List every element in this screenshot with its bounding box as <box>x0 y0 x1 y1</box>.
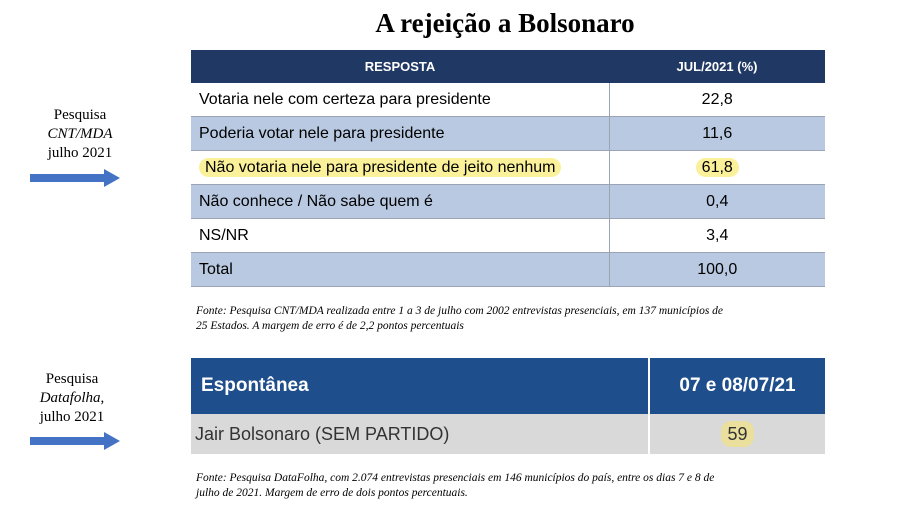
survey1-source-note <box>196 304 836 334</box>
table-row <box>191 185 825 219</box>
survey2-label-line3: julho 2021 <box>39 409 105 425</box>
survey1-source-line2: 25 Estados. A margem de erro é de 2,2 pontos percentuais <box>196 320 464 332</box>
survey2-source-line2: julho de 2021. Margem de erro de dois pontos percentuais. <box>196 487 468 499</box>
row-value: 0,4 <box>609 185 825 219</box>
table-row <box>191 83 825 117</box>
survey1-label-line3: julho 2021 <box>47 145 113 161</box>
table-row <box>191 414 825 454</box>
survey2-label-line2: Datafolha <box>39 390 101 406</box>
arrow-right-icon <box>30 169 120 187</box>
cnt-mda-table <box>191 50 825 287</box>
page-title: A rejeição a Bolsonaro <box>375 8 635 38</box>
row-value-highlighted: 59 <box>721 421 753 447</box>
datafolha-table <box>191 358 825 454</box>
survey1-label-line1: Pesquisa <box>53 107 107 123</box>
row-label-highlighted: Não votaria nele para presidente de jeito nenhum <box>199 158 561 177</box>
row-label: Total <box>191 253 609 287</box>
table-row <box>191 117 825 151</box>
row-value: 11,6 <box>609 117 825 151</box>
survey1-label <box>30 106 130 163</box>
table-header-row <box>191 50 825 83</box>
row-label: Poderia votar nele para presidente <box>191 117 609 151</box>
row-label: Votaria nele com certeza para presidente <box>191 83 609 117</box>
table-row-total <box>191 253 825 287</box>
survey1-label-line2: CNT/MDA <box>47 126 113 142</box>
arrow-right-icon <box>30 432 120 450</box>
survey2-label-suffix: , <box>100 390 105 406</box>
column-header-type: Espontânea <box>191 358 649 414</box>
table-row-highlighted <box>191 151 825 185</box>
column-header-date: 07 e 08/07/21 <box>649 358 825 414</box>
survey2-label-line1: Pesquisa <box>45 371 99 387</box>
row-value: 100,0 <box>609 253 825 287</box>
survey1-source-line1: Fonte: Pesquisa CNT/MDA realizada entre 1 a 3 de julho com 2002 entrevistas presenciais, em 137 municípios de <box>196 305 724 317</box>
row-value: 22,8 <box>609 83 825 117</box>
column-header-value: JUL/2021 (%) <box>609 50 825 83</box>
survey2-source-line1: Fonte: Pesquisa DataFolha, com 2.074 entrevistas presenciais em 146 municípios do país, entre os dias 7 e 8 de <box>196 472 715 484</box>
table-header-row <box>191 358 825 414</box>
survey2-source-note <box>196 471 836 501</box>
row-label: Jair Bolsonaro (SEM PARTIDO) <box>191 414 649 454</box>
row-value: 3,4 <box>609 219 825 253</box>
row-value-highlighted: 61,8 <box>696 158 739 177</box>
row-label: Não conhece / Não sabe quem é <box>191 185 609 219</box>
column-header-response: RESPOSTA <box>191 50 609 83</box>
survey2-label <box>22 370 122 427</box>
table-row <box>191 219 825 253</box>
row-label: NS/NR <box>191 219 609 253</box>
